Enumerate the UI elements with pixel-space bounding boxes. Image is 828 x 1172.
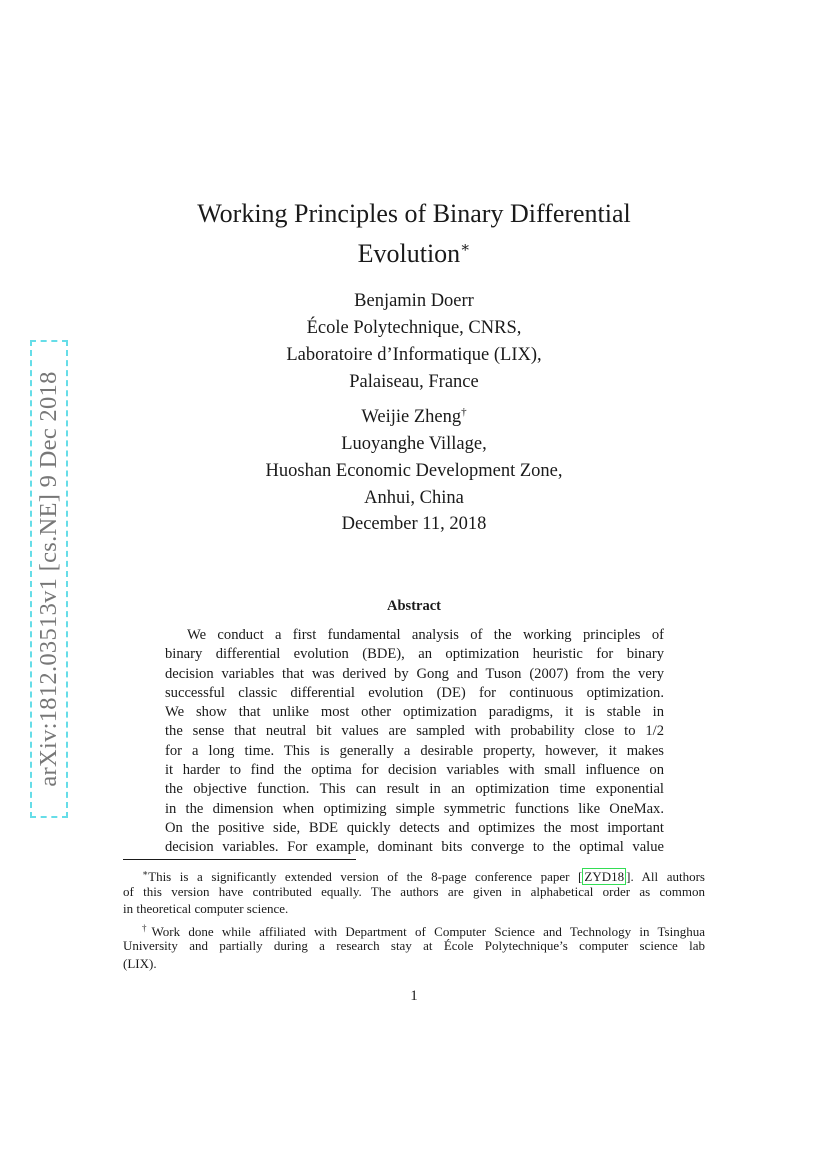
footnote-2-text: Work done while affiliated with Department of Computer Science and Technology in Tsinghua	[151, 923, 706, 939]
abstract-line: the sense that neutral bit values are sampled with probability close to 1/2	[165, 723, 664, 740]
author-block-zheng	[150, 399, 678, 512]
footnote-2-line: (LIX).	[123, 955, 157, 971]
abstract-line: decision variables that was derived by Gong and Tuson (2007) from the very	[165, 665, 664, 682]
footnote-2-mark: †	[142, 922, 152, 933]
footnote-separator	[123, 859, 356, 860]
footnote-1-line	[123, 865, 705, 883]
abstract-line: We conduct a first fundamental analysis of the working principles of	[187, 627, 664, 643]
footnote-1-text-after: ]. All authors	[626, 869, 705, 884]
author-block-doerr	[150, 288, 678, 396]
title-line-2-text: Evolution	[357, 239, 461, 268]
abstract-heading: Abstract	[387, 598, 441, 614]
abstract-line: in the dimension when optimizing simple symmetric functions like OneMax.	[165, 800, 664, 817]
page-number: 1	[410, 988, 418, 1004]
abstract-line: it harder to find the optima for decision variables with small influence on	[165, 762, 664, 779]
author-name-line	[150, 399, 678, 431]
footnote-1-line: in theoretical computer science.	[123, 901, 289, 916]
author-name: Benjamin Doerr	[354, 291, 474, 311]
title-line-1: Working Principles of Binary Differential	[197, 199, 631, 228]
abstract-line: On the positive side, BDE quickly detects and optimizes the most important	[165, 819, 664, 836]
author-affiliation-line: Huoshan Economic Development Zone,	[265, 461, 563, 481]
abstract-line: decision variables. For example, dominant bits converge to the optimal value	[165, 839, 664, 856]
abstract-line: the objective function. This can result in an optimization time exponential	[165, 781, 664, 798]
footnote-2-line: University and partially during a research stay at École Polytechnique’s computer science lab	[123, 938, 705, 953]
footnotes	[123, 865, 705, 972]
abstract-line: successful classic differential evolution (DE) for continuous optimization.	[165, 684, 664, 701]
footnote-1-line: of this version have contributed equally. The authors are given in alphabetical order as common	[123, 883, 705, 899]
citation-link-zyd18[interactable]: ZYD18	[584, 869, 625, 884]
abstract-line: for a long time. This is generally a desirable property, however, it makes	[165, 742, 664, 759]
author-affiliation-line: Anhui, China	[364, 488, 464, 508]
title-line-2	[150, 231, 678, 271]
abstract-line: binary differential evolution (BDE), an optimization heuristic for binary	[165, 646, 664, 663]
footnote-2-line	[123, 920, 705, 938]
publication-date: December 11, 2018	[341, 514, 487, 534]
author-affiliation-line: Palaiseau, France	[349, 372, 479, 392]
footnote-1-mark: ∗	[142, 868, 149, 878]
author-name: Weijie Zheng	[361, 407, 462, 427]
abstract-body	[165, 626, 664, 858]
author-footnote-mark[interactable]: †	[461, 406, 467, 418]
author-affiliation-line: Luoyanghe Village,	[341, 434, 487, 454]
footnote-1-text: This is a significantly extended version of the 8-page conference paper [	[148, 869, 583, 884]
abstract-line: We show that unlike most other optimization paradigms, it is stable in	[165, 704, 664, 721]
paper-title	[150, 196, 678, 271]
author-affiliation-line: Laboratoire d’Informatique (LIX),	[286, 345, 542, 365]
title-footnote-mark[interactable]: ∗	[460, 240, 471, 256]
author-affiliation-line: École Polytechnique, CNRS,	[306, 318, 522, 338]
arxiv-identifier-stamp[interactable]: arXiv:1812.03513v1 [cs.NE] 9 Dec 2018	[30, 340, 68, 818]
